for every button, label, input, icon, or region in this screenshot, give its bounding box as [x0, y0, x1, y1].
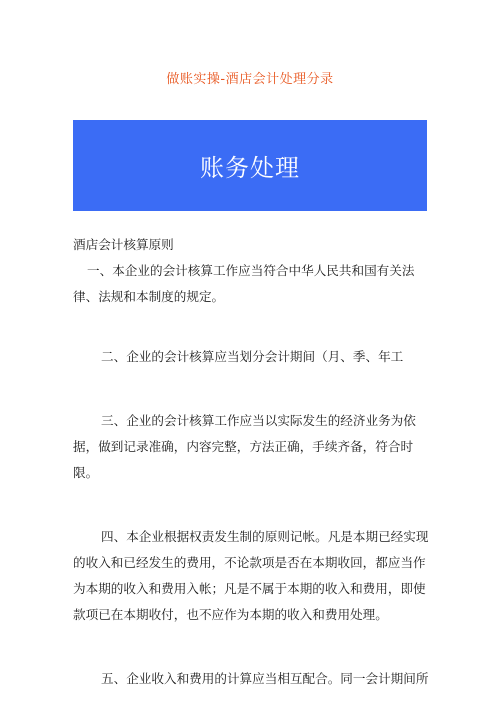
section-banner — [73, 120, 427, 211]
document-body — [73, 232, 433, 692]
document-title: 做账实操-酒店会计处理分录 — [166, 72, 334, 87]
section-heading: 酒店会计核算原则 — [73, 237, 174, 252]
paragraph-3: 三、企业的会计核算工作应当以实际发生的经济业务为依据，做到记录准确，内容完整，方法正确，手续齐备，符合时限。 — [73, 413, 416, 480]
paragraph-2: 二、企业的会计核算应当划分会计期间（月、季、年工 — [101, 349, 404, 364]
banner-label: 账务处理 — [200, 154, 300, 182]
paragraph-1: 一、本企业的会计核算工作应当符合中华人民共和国有关法律、法规和本制度的规定。 — [73, 263, 415, 304]
paragraph-5: 五、企业收入和费用的计算应当相互配合。同一会计期间所 — [101, 671, 429, 686]
paragraph-4: 四、本企业根据权责发生制的原则记帐。凡是本期已经实现的收入和已经发生的费用，不论款项是否在本期收回，都应当作为本期的收入和费用入帐；凡是不属于本期的收入和费用，即使款项已在本期收付，也不应作为本期的收入和费用处理。 — [73, 529, 429, 622]
